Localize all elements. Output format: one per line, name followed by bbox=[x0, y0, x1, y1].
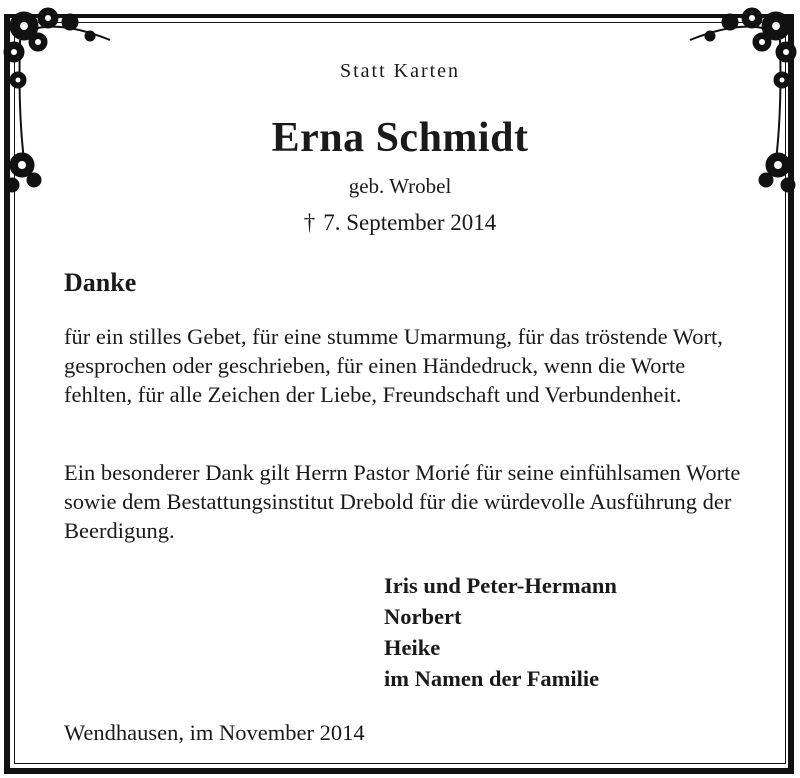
deceased-name: Erna Schmidt bbox=[271, 115, 529, 161]
place-date: Wendhausen, im November 2014 bbox=[64, 720, 365, 745]
floral-corner-icon bbox=[688, 0, 800, 200]
header-statt-karten: Statt Karten bbox=[339, 60, 461, 82]
signatory-line: Iris und Peter-Hermann bbox=[384, 573, 617, 598]
thanks-paragraph-1: für ein stilles Gebet, für eine stumme Umarmung, für das tröstende Wort, gesprochen oder geschrieben, für einen Händedruck, wenn die Worte fehlten, für alle Zeichen der Liebe, Freundschaft und Verbundenheit. bbox=[64, 324, 723, 407]
signatory-line: Norbert bbox=[384, 604, 462, 629]
thanks-heading: Danke bbox=[64, 268, 137, 297]
signatories bbox=[384, 570, 617, 694]
cross-icon: † bbox=[303, 210, 316, 235]
death-date: 7. September 2014 bbox=[323, 210, 497, 235]
signatory-line: im Namen der Familie bbox=[384, 666, 600, 691]
floral-corner-icon bbox=[0, 0, 112, 200]
birth-name: geb. Wrobel bbox=[348, 174, 452, 198]
signatory-line: Heike bbox=[384, 635, 441, 660]
thanks-paragraph-2: Ein besonderer Dank gilt Herrn Pastor Morié für seine einfühlsamen Worte sowie dem Bestattungsinstitut Drebold für die würdevolle Ausführung der Beerdigung. bbox=[64, 460, 741, 543]
death-date-line bbox=[0, 210, 800, 236]
